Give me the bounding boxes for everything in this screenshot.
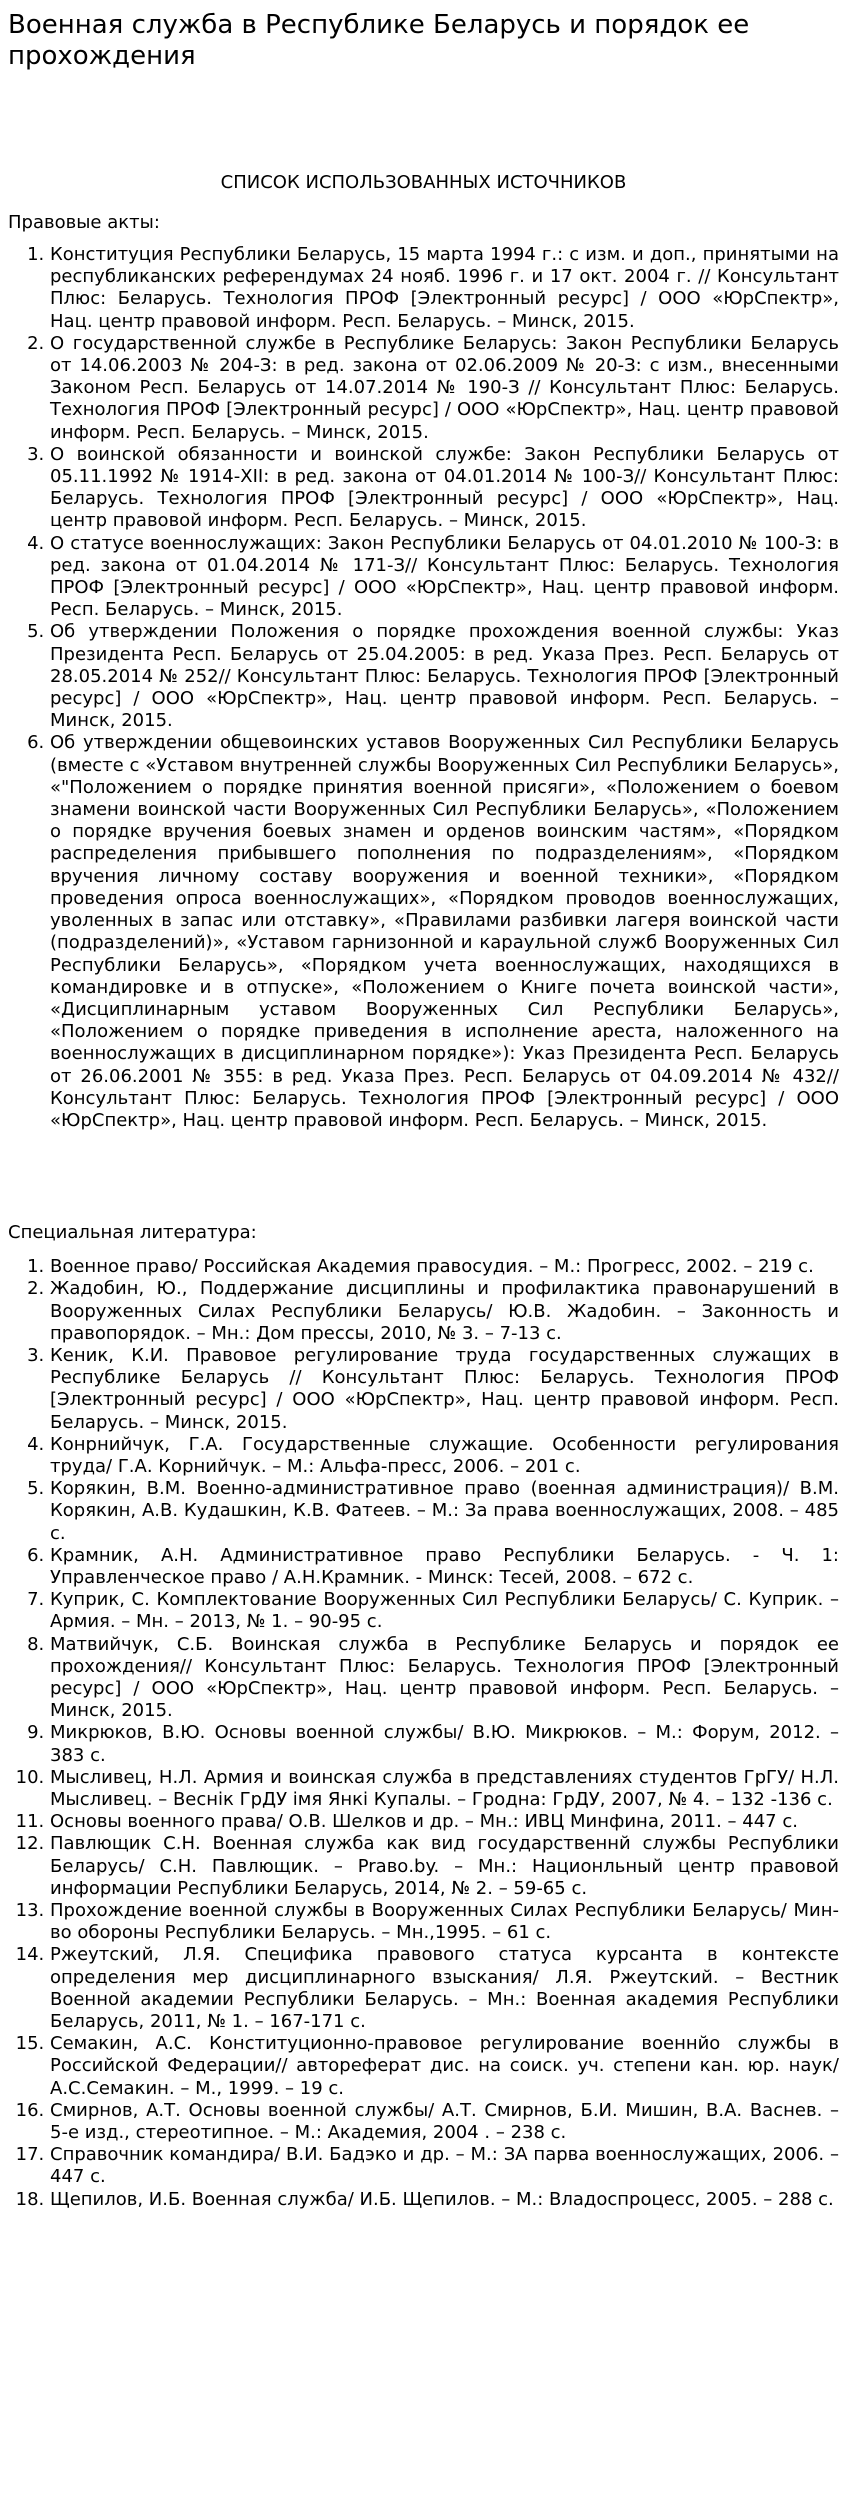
list-item: 17. Справочник командира/ В.И. Бадэко и др. – М.: ЗА парва военнослужащих, 2006. – 447 с. bbox=[50, 2144, 839, 2188]
list-item: 18. Щепилов, И.Б. Военная служба/ И.Б. Щепилов. – М.: Владоспроцесс, 2005. – 288 с. bbox=[50, 2189, 839, 2211]
list-item: 16. Смирнов, А.Т. Основы военной службы/ А.Т. Смирнов, Б.И. Мишин, В.А. Васнев. – 5-е изд., стереотипное. – М.: Академия, 2004 . – 238 с. bbox=[50, 2100, 839, 2144]
list-item: 7. Куприк, С. Комплектование Вооруженных Сил Республики Беларусь/ С. Куприк. – Армия. – Мн. – 2013, № 1. – 90-95 с. bbox=[50, 1589, 839, 1633]
list-item: 14. Ржеутский, Л.Я. Специфика правового статуса курсанта в контексте определения мер дисциплинарного взыскания/ Л.Я. Ржеутский. – Вестник Военной академии Республики Беларусь. – Мн.: Военная академия Республики Беларусь, 2011, № 1. – 167-171 с. bbox=[50, 1944, 839, 2033]
special-literature-label: Специальная литература: bbox=[8, 1222, 257, 1244]
list-item: 4. О статусе военнослужащих: Закон Республики Беларусь от 04.01.2010 № 100-З: в ред. закона от 01.04.2014 № 171-З// Консультант Плюс: Беларусь. Технология ПРОФ [Электронный ресурс] / ООО «ЮрСпектр», Нац. центр правовой информ. Респ. Беларусь. – Минск, 2015. bbox=[50, 533, 839, 622]
legal-acts-list bbox=[8, 244, 839, 1132]
list-item: 6. Об утверждении общевоинских уставов Вооруженных Сил Республики Беларусь (вместе с «Уставом внутренней службы Вооруженных Сил Республики Беларусь», «"Положением о порядке принятия военной присяги», «Положением о боевом знамени воинской части Вооруженных Сил Республики Беларусь», «Положением о порядке вручения боевых знамен и орденов воинским частям», «Порядком распределения прибывшего пополнения по подразделениям», «Порядком вручения личному составу вооружения и военной техники», «Порядком проведения опроса военнослужащих», «Порядком проводов военнослужащих, уволенных в запас или отставку», «Правилами разбивки лагеря воинской части (подразделений)», «Уставом гарнизонной и караульной служб Вооруженных Сил Республики Беларусь», «Порядком учета военнослужащих, находящихся в командировке и в отпуске», «Положением о Книге почета воинской части», «Дисциплинарным уставом Вооруженных Сил Республики Беларусь», «Положением о порядке приведения в исполнение ареста, наложенного на военнослужащих в дисциплинарном порядке»): Указ Президента Респ. Беларусь от 26.06.2001 № 355: в ред. Указа През. Респ. Беларусь от 04.09.2014 № 432// Консультант Плюс: Беларусь. Технология ПРОФ [Электронный ресурс] / ООО «ЮрСпектр», Нац. центр правовой информ. Респ. Беларусь. – Минск, 2015. bbox=[50, 732, 839, 1132]
list-item: 1. Военное право/ Российская Академия правосудия. – М.: Прогресс, 2002. – 219 с. bbox=[50, 1256, 839, 1278]
list-item: 2. О государственной службе в Республике Беларусь: Закон Республики Беларусь от 14.06.2003 № 204-З: в ред. закона от 02.06.2009 № 20-З: с изм., внесенными Законом Респ. Беларусь от 14.07.2014 № 190-З // Консультант Плюс: Беларусь. Технология ПРОФ [Электронный ресурс] / ООО «ЮрСпектр», Нац. центр правовой информ. Респ. Беларусь. – Минск, 2015. bbox=[50, 333, 839, 444]
sources-heading: СПИСОК ИСПОЛЬЗОВАННЫХ ИСТОЧНИКОВ bbox=[220, 172, 627, 193]
list-item: 5. Корякин, В.М. Военно-административное право (военная администрация)/ В.М. Корякин, А.В. Кудашкин, К.В. Фатеев. – М.: За права военнослужащих, 2008. – 485 с. bbox=[50, 1478, 839, 1545]
list-item: 3. Кеник, К.И. Правовое регулирование труда государственных служащих в Республике Беларусь // Консультант Плюс: Беларусь. Технология ПРОФ [Электронный ресурс] / ООО «ЮрСпектр», Нац. центр правовой информ. Респ. Беларусь. – Минск, 2015. bbox=[50, 1345, 839, 1434]
document-title: Военная служба в Республике Беларусь и порядок ее прохождения bbox=[8, 10, 750, 71]
list-item: 13. Прохождение военной службы в Вооруженных Силах Республики Беларусь/ Мин-во обороны Республики Беларусь. – Мн.,1995. – 61 с. bbox=[50, 1900, 839, 1944]
list-item: 4. Конрнийчук, Г.А. Государственные служащие. Особенности регулирования труда/ Г.А. Корнийчук. – М.: Альфа-пресс, 2006. – 201 с. bbox=[50, 1434, 839, 1478]
special-literature-list bbox=[8, 1256, 839, 2211]
list-item: 2. Жадобин, Ю., Поддержание дисциплины и профилактика правонарушений в Вооруженных Силах Республики Беларусь/ Ю.В. Жадобин. – Законность и правопорядок. – Мн.: Дом прессы, 2010, № 3. – 7-13 с. bbox=[50, 1278, 839, 1345]
list-item: 9. Микрюков, В.Ю. Основы военной службы/ В.Ю. Микрюков. – М.: Форум, 2012. – 383 с. bbox=[50, 1722, 839, 1766]
list-item: 15. Семакин, А.С. Конституционно-правовое регулирование военнйо службы в Российской Федерации// автореферат дис. на соиск. уч. степени кан. юр. наук/ А.С.Семакин. – М., 1999. – 19 с. bbox=[50, 2033, 839, 2100]
list-item: 10. Мысливец, Н.Л. Армия и воинская служба в представлениях студентов ГрГУ/ Н.Л. Мысливец. – Веснік ГрДУ імя Янкі Купалы. – Гродна: ГрДУ, 2007, № 4. – 132 -136 с. bbox=[50, 1767, 839, 1811]
list-item: 6. Крамник, А.Н. Административное право Республики Беларусь. - Ч. 1: Управленческое право / А.Н.Крамник. - Минск: Тесей, 2008. – 672 с. bbox=[50, 1545, 839, 1589]
list-item: 11. Основы военного права/ О.В. Шелков и др. – Мн.: ИВЦ Минфина, 2011. – 447 с. bbox=[50, 1811, 839, 1833]
list-item: 5. Об утверждении Положения о порядке прохождения военной службы: Указ Президента Респ. Беларусь от 25.04.2005: в ред. Указа През. Респ. Беларусь от 28.05.2014 № 252// Консультант Плюс: Беларусь. Технология ПРОФ [Электронный ресурс] / ООО «ЮрСпектр», Нац. центр правовой информ. Респ. Беларусь. – Минск, 2015. bbox=[50, 621, 839, 732]
list-item: 1. Конституция Республики Беларусь, 15 марта 1994 г.: с изм. и доп., принятыми на республиканских референдумах 24 нояб. 1996 г. и 17 окт. 2004 г. // Консультант Плюс: Беларусь. Технология ПРОФ [Электронный ресурс] / ООО «ЮрСпектр», Нац. центр правовой информ. Респ. Беларусь. – Минск, 2015. bbox=[50, 244, 839, 333]
list-item: 12. Павлющик С.Н. Военная служба как вид государственнй службы Республики Беларусь/ С.Н. Павлющик. – Prаво.by. – Мн.: Национльный центр правовой информации Республики Беларусь, 2014, № 2. – 59-65 с. bbox=[50, 1833, 839, 1900]
legal-acts-label: Правовые акты: bbox=[8, 212, 160, 233]
list-item: 3. О воинской обязанности и воинской службе: Закон Республики Беларусь от 05.11.1992 № 1914-XII: в ред. закона от 04.01.2014 № 100-З// Консультант Плюс: Беларусь. Технология ПРОФ [Электронный ресурс] / ООО «ЮрСпектр», Нац. центр правовой информ. Респ. Беларусь. – Минск, 2015. bbox=[50, 444, 839, 533]
list-item: 8. Матвийчук, С.Б. Воинская служба в Республике Беларусь и порядок ее прохождения// Консультант Плюс: Беларусь. Технология ПРОФ [Электронный ресурс] / ООО «ЮрСпектр», Нац. центр правовой информ. Респ. Беларусь. – Минск, 2015. bbox=[50, 1634, 839, 1723]
